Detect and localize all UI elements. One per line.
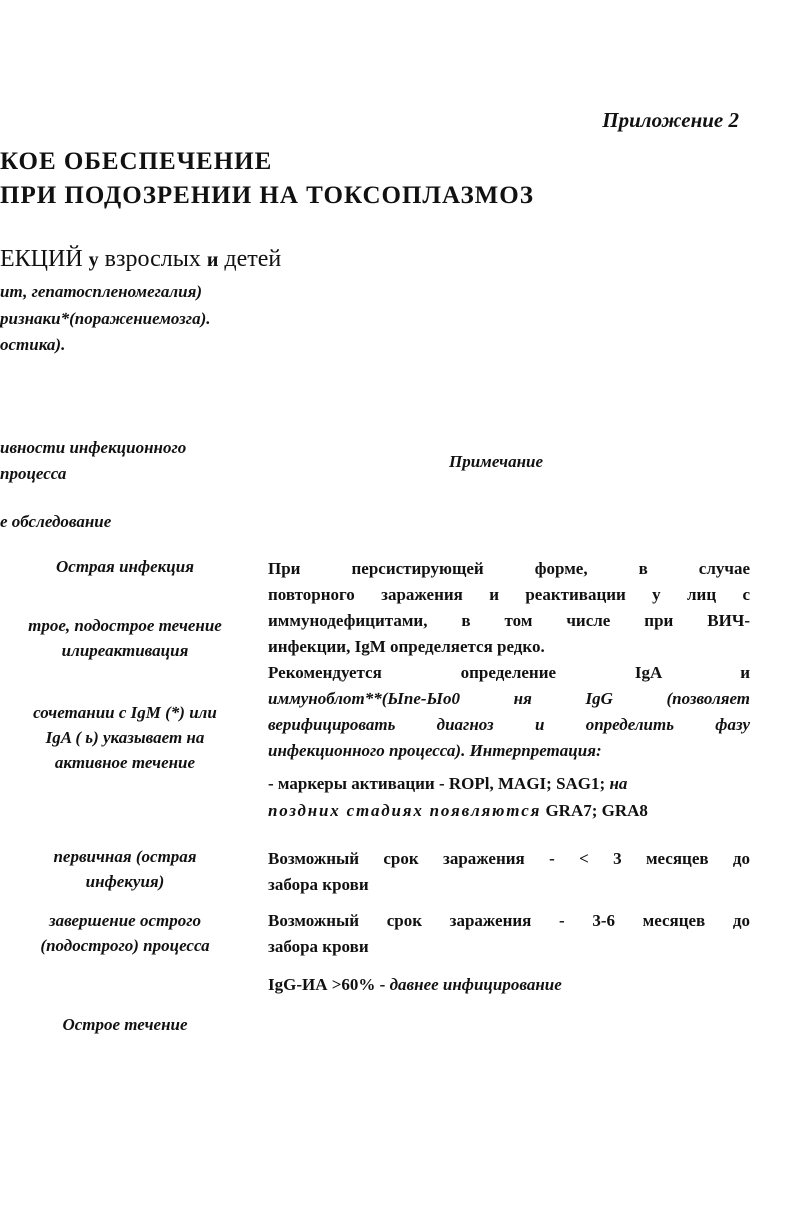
note-markers-line [268, 770, 750, 797]
note-late-line [268, 797, 750, 824]
subtitle-part-4: и [206, 249, 219, 271]
left-primary-line-2: инфекуия) [85, 872, 165, 891]
note-p2-line-4: инфекционного процесса). Интерпретация: [268, 741, 602, 760]
left-acute-subacute-line-2: илиреактивация [61, 641, 189, 660]
left-combination-line-2: IgA ( ь) указывает на [45, 728, 205, 747]
note-markers [268, 770, 750, 824]
note-p1-line-3: иммунодефицитами, в том числе при ВИЧ- [268, 611, 750, 630]
left-completion-line-2: (подострого) процесса [40, 936, 210, 955]
note-term-1-line-1: Возможный срок заражения - < 3 месяцев до [268, 849, 750, 868]
subtitle [0, 246, 281, 273]
left-acute-infection: Острая инфекция [56, 557, 194, 576]
appendix-label: Приложение 2 [602, 108, 739, 132]
left-acute-subacute [0, 613, 250, 663]
note-igg-avidity [268, 972, 750, 998]
note-p2-line-3: верифицировать диагноз и определить фазу [268, 715, 750, 734]
table-header-left-line-2: процесса [0, 464, 67, 483]
note-p2-line-1: Рекомендуется определение IgA и [268, 663, 750, 682]
left-acute-course: Острое течение [62, 1015, 188, 1034]
note-term-1-line-2: забора крови [268, 875, 369, 894]
note-term-2-line-2: забора крови [268, 937, 369, 956]
note-markers-part-b: ROPl, MAGI; SAG1; [448, 774, 606, 793]
title-line-2: ПРИ ПОДОЗРЕНИИ НА ТОКСОПЛАЗМОЗ [0, 182, 534, 209]
section-label: е обследование [0, 512, 112, 531]
note-igg-part-b: давнее инфицирование [389, 975, 562, 994]
italic-line-3: остика). [0, 335, 66, 354]
note-p2-line-2: иммуноблот**(Ыпе-Ыо0 ня IgG (позволяет [268, 689, 750, 708]
note-persistent-form [268, 556, 750, 660]
subtitle-part-3: взрослых [98, 246, 207, 272]
note-markers-part-a: - маркеры активации - [268, 774, 449, 793]
table-header-right: Примечание [449, 452, 544, 471]
subtitle-part-2: у [88, 249, 99, 271]
note-term-1 [268, 846, 750, 898]
subtitle-part-5: детей [218, 246, 282, 272]
note-p1-line-2: повторного заражения и реактивации у лиц с [268, 585, 750, 604]
title-line-1: КОЕ ОБЕСПЕЧЕНИЕ [0, 148, 273, 175]
note-p1-line-4: инфекции, IgM определяется редко. [268, 637, 545, 656]
left-combination [0, 700, 250, 775]
note-term-2-line-1: Возможный срок заражения - 3-6 месяцев до [268, 911, 750, 930]
left-combination-line-1: сочетании с IgM (*) или [33, 703, 217, 722]
note-late-part-b: GRA7; GRA8 [541, 801, 648, 820]
table-header-left-line-1: ивности инфекционного [0, 438, 187, 457]
left-combination-line-3: активное течение [54, 753, 196, 772]
left-completion-line-1: завершение острого [48, 911, 201, 930]
left-primary-line-1: первичная (острая [53, 847, 197, 866]
left-acute-subacute-line-1: трое, подострое течение [28, 616, 222, 635]
italic-line-2: ризнаки*(поражениемозга). [0, 309, 211, 328]
note-p1-line-1: При персистирующей форме, в случае [268, 559, 750, 578]
note-igg-part-a: IgG-ИА >60% - [268, 975, 390, 994]
note-markers-part-c: на [605, 774, 628, 793]
subtitle-part-1: ЕКЦИЙ [0, 246, 89, 272]
note-term-2 [268, 908, 750, 960]
note-recommendation [268, 660, 750, 764]
left-completion [0, 908, 250, 958]
note-late-part-a: поздних стадиях появляются [268, 801, 542, 820]
italic-line-1: ит, гепатоспленомегалия) [0, 282, 202, 301]
left-primary [0, 844, 250, 894]
